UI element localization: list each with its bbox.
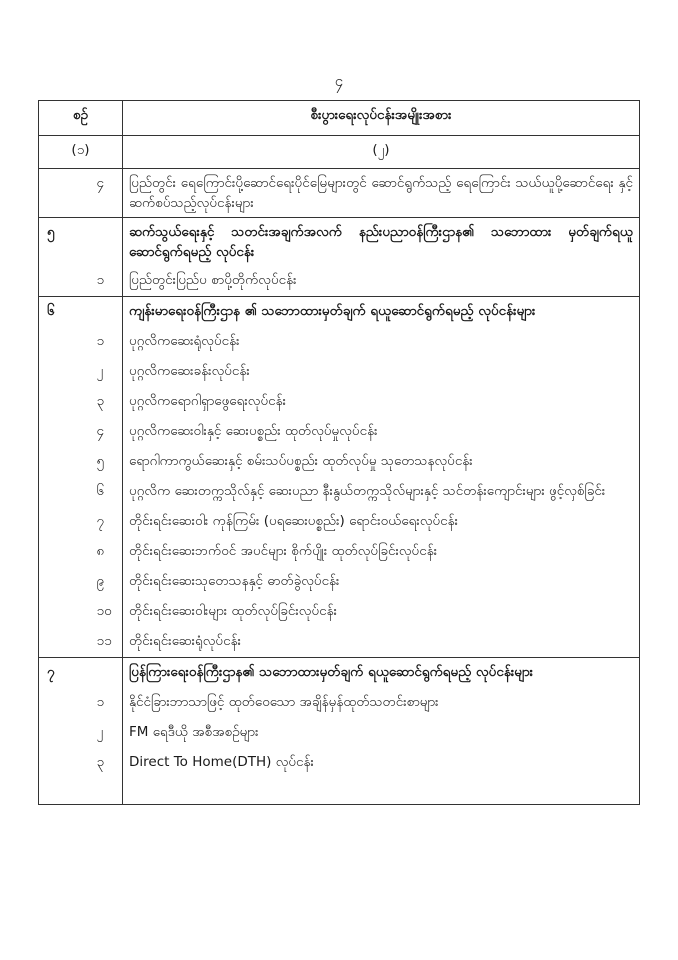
row-text: ရောဂါကာကွယ်ဆေးနှင့် စမ်းသပ်ပစ္စည်း ထုတ်လုပ်မှု သုတေသနလုပ်ငန်း — [123, 447, 640, 477]
sub-number: ၈ — [83, 537, 123, 567]
sub-number: ၇ — [83, 507, 123, 537]
main-number — [39, 718, 83, 748]
row-text: တိုင်းရင်းဆေးဝါးများ ထုတ်လုပ်ခြင်းလုပ်ငန်း — [123, 597, 640, 627]
sub-number: ၆ — [83, 477, 123, 507]
main-number — [39, 327, 83, 357]
sub-number: ၅ — [83, 447, 123, 477]
table-row — [39, 688, 640, 718]
main-number — [39, 507, 83, 537]
table-row — [39, 327, 640, 357]
sub-number: ၂ — [83, 718, 123, 748]
main-number — [39, 597, 83, 627]
table-row — [39, 297, 640, 328]
main-number — [39, 688, 83, 718]
row-text: ကျန်းမာရေးဝန်ကြီးဌာန ၏ သဘောထားမှတ်ချက် ရယူဆောင်ရွက်ရမည့် လုပ်ငန်းများ — [123, 297, 640, 328]
main-number — [39, 537, 83, 567]
sub-number: ၁ — [83, 327, 123, 357]
sub-number: ၁ — [83, 266, 123, 297]
main-number — [39, 417, 83, 447]
row-text: ပုဂ္ဂလိကဆေးဝါးနှင့် ဆေးပစ္စည်း ထုတ်လုပ်မှုလုပ်ငန်း — [123, 417, 640, 447]
subheader-col1: (၁) — [39, 136, 123, 169]
main-number — [39, 447, 83, 477]
table-row — [39, 417, 640, 447]
main-number — [39, 266, 83, 297]
row-text: ပုဂ္ဂလိကဆေးခန်းလုပ်ငန်း — [123, 357, 640, 387]
table-row — [39, 477, 640, 507]
row-text: တိုင်းရင်းဆေးဝါး ကုန်ကြမ်း (ပရဆေးပစ္စည်း) ရောင်းဝယ်ရေးလုပ်ငန်း — [123, 507, 640, 537]
main-number — [39, 627, 83, 658]
table-row — [39, 537, 640, 567]
sub-number: ၃ — [83, 387, 123, 417]
main-number — [39, 357, 83, 387]
main-number — [39, 567, 83, 597]
row-text: တိုင်းရင်းဆေးသုတေသနနှင့် ဓာတ်ခွဲလုပ်ငန်း — [123, 567, 640, 597]
header-serial: စဉ် — [39, 101, 123, 136]
row-text: ပြန်ကြားရေးဝန်ကြီးဌာန၏ သဘောထားမှတ်ချက် ရယူဆောင်ရွက်ရမည့် လုပ်ငန်းများ — [123, 658, 640, 689]
subheader-col2: (၂) — [123, 136, 640, 169]
sub-number — [83, 297, 123, 328]
main-number — [39, 169, 83, 218]
business-type-table — [38, 100, 640, 805]
table-row — [39, 507, 640, 537]
table-row — [39, 266, 640, 297]
sub-number: ၄ — [83, 169, 123, 218]
sub-number — [83, 658, 123, 689]
row-text: ပြည်တွင်း ရေကြောင်းပို့ဆောင်ရေးပိုင်မြေများတွင် ဆောင်ရွက်သည့် ရေကြောင်း သယ်ယူပို့ဆောင်ရေး နှင့် ဆက်စပ်သည့်လုပ်ငန်းများ — [123, 169, 640, 218]
table-row — [39, 597, 640, 627]
table-row — [39, 218, 640, 267]
table-row — [39, 718, 640, 748]
table-row — [39, 387, 640, 417]
main-number — [39, 387, 83, 417]
table-header-row — [39, 101, 640, 136]
sub-number: ၂ — [83, 357, 123, 387]
table-subheader-row — [39, 136, 640, 169]
main-number — [39, 477, 83, 507]
sub-number: ၉ — [83, 567, 123, 597]
sub-number: ၃ — [83, 748, 123, 805]
row-text: ပြည်တွင်းပြည်ပ စာပို့တိုက်လုပ်ငန်း — [123, 266, 640, 297]
table-row — [39, 169, 640, 218]
table-row — [39, 567, 640, 597]
row-text: နိုင်ငံခြားဘာသာဖြင့် ထုတ်ဝေသော အချိန်မှန်ထုတ်သတင်းစာများ — [123, 688, 640, 718]
row-text: ပုဂ္ဂလိကဆေးရုံလုပ်ငန်း — [123, 327, 640, 357]
table-row — [39, 627, 640, 658]
row-text: ပုဂ္ဂလိကရောဂါရှာဖွေရေးလုပ်ငန်း — [123, 387, 640, 417]
sub-number: ၁ — [83, 688, 123, 718]
row-text: FM ရေဒီယို အစီအစဉ်များ — [123, 718, 640, 748]
main-number: ၆ — [39, 297, 83, 328]
table-row — [39, 357, 640, 387]
table-row — [39, 658, 640, 689]
sub-number: ၁၁ — [83, 627, 123, 658]
sub-number: ၄ — [83, 417, 123, 447]
main-number — [39, 748, 83, 805]
main-number: ၇ — [39, 658, 83, 689]
row-text: တိုင်းရင်းဆေးရုံလုပ်ငန်း — [123, 627, 640, 658]
row-text: တိုင်းရင်းဆေးဘက်ဝင် အပင်များ စိုက်ပျိုး ထုတ်လုပ်ခြင်းလုပ်ငန်း — [123, 537, 640, 567]
header-business-type: စီးပွားရေးလုပ်ငန်းအမျိုးအစား — [123, 101, 640, 136]
sub-number: ၁၀ — [83, 597, 123, 627]
sub-number — [83, 218, 123, 267]
table-row — [39, 748, 640, 805]
row-text: ဆက်သွယ်ရေးနှင့် သတင်းအချက်အလက် နည်းပညာဝန်ကြီးဌာန၏ သဘောထား မှတ်ချက်ရယူ ဆောင်ရွက်ရမည့် လုပ်ငန်း — [123, 218, 640, 267]
row-text: ပုဂ္ဂလိက ဆေးတက္ကသိုလ်နှင့် ဆေးပညာ နီးနွယ်တက္ကသိုလ်များနှင့် သင်တန်းကျောင်းများ ဖွင့်လှစ်ခြင်း — [123, 477, 640, 507]
table-row — [39, 447, 640, 477]
page-number: ၄ — [334, 72, 344, 90]
main-number: ၅ — [39, 218, 83, 267]
row-text: Direct To Home(DTH) လုပ်ငန်း — [123, 748, 640, 805]
